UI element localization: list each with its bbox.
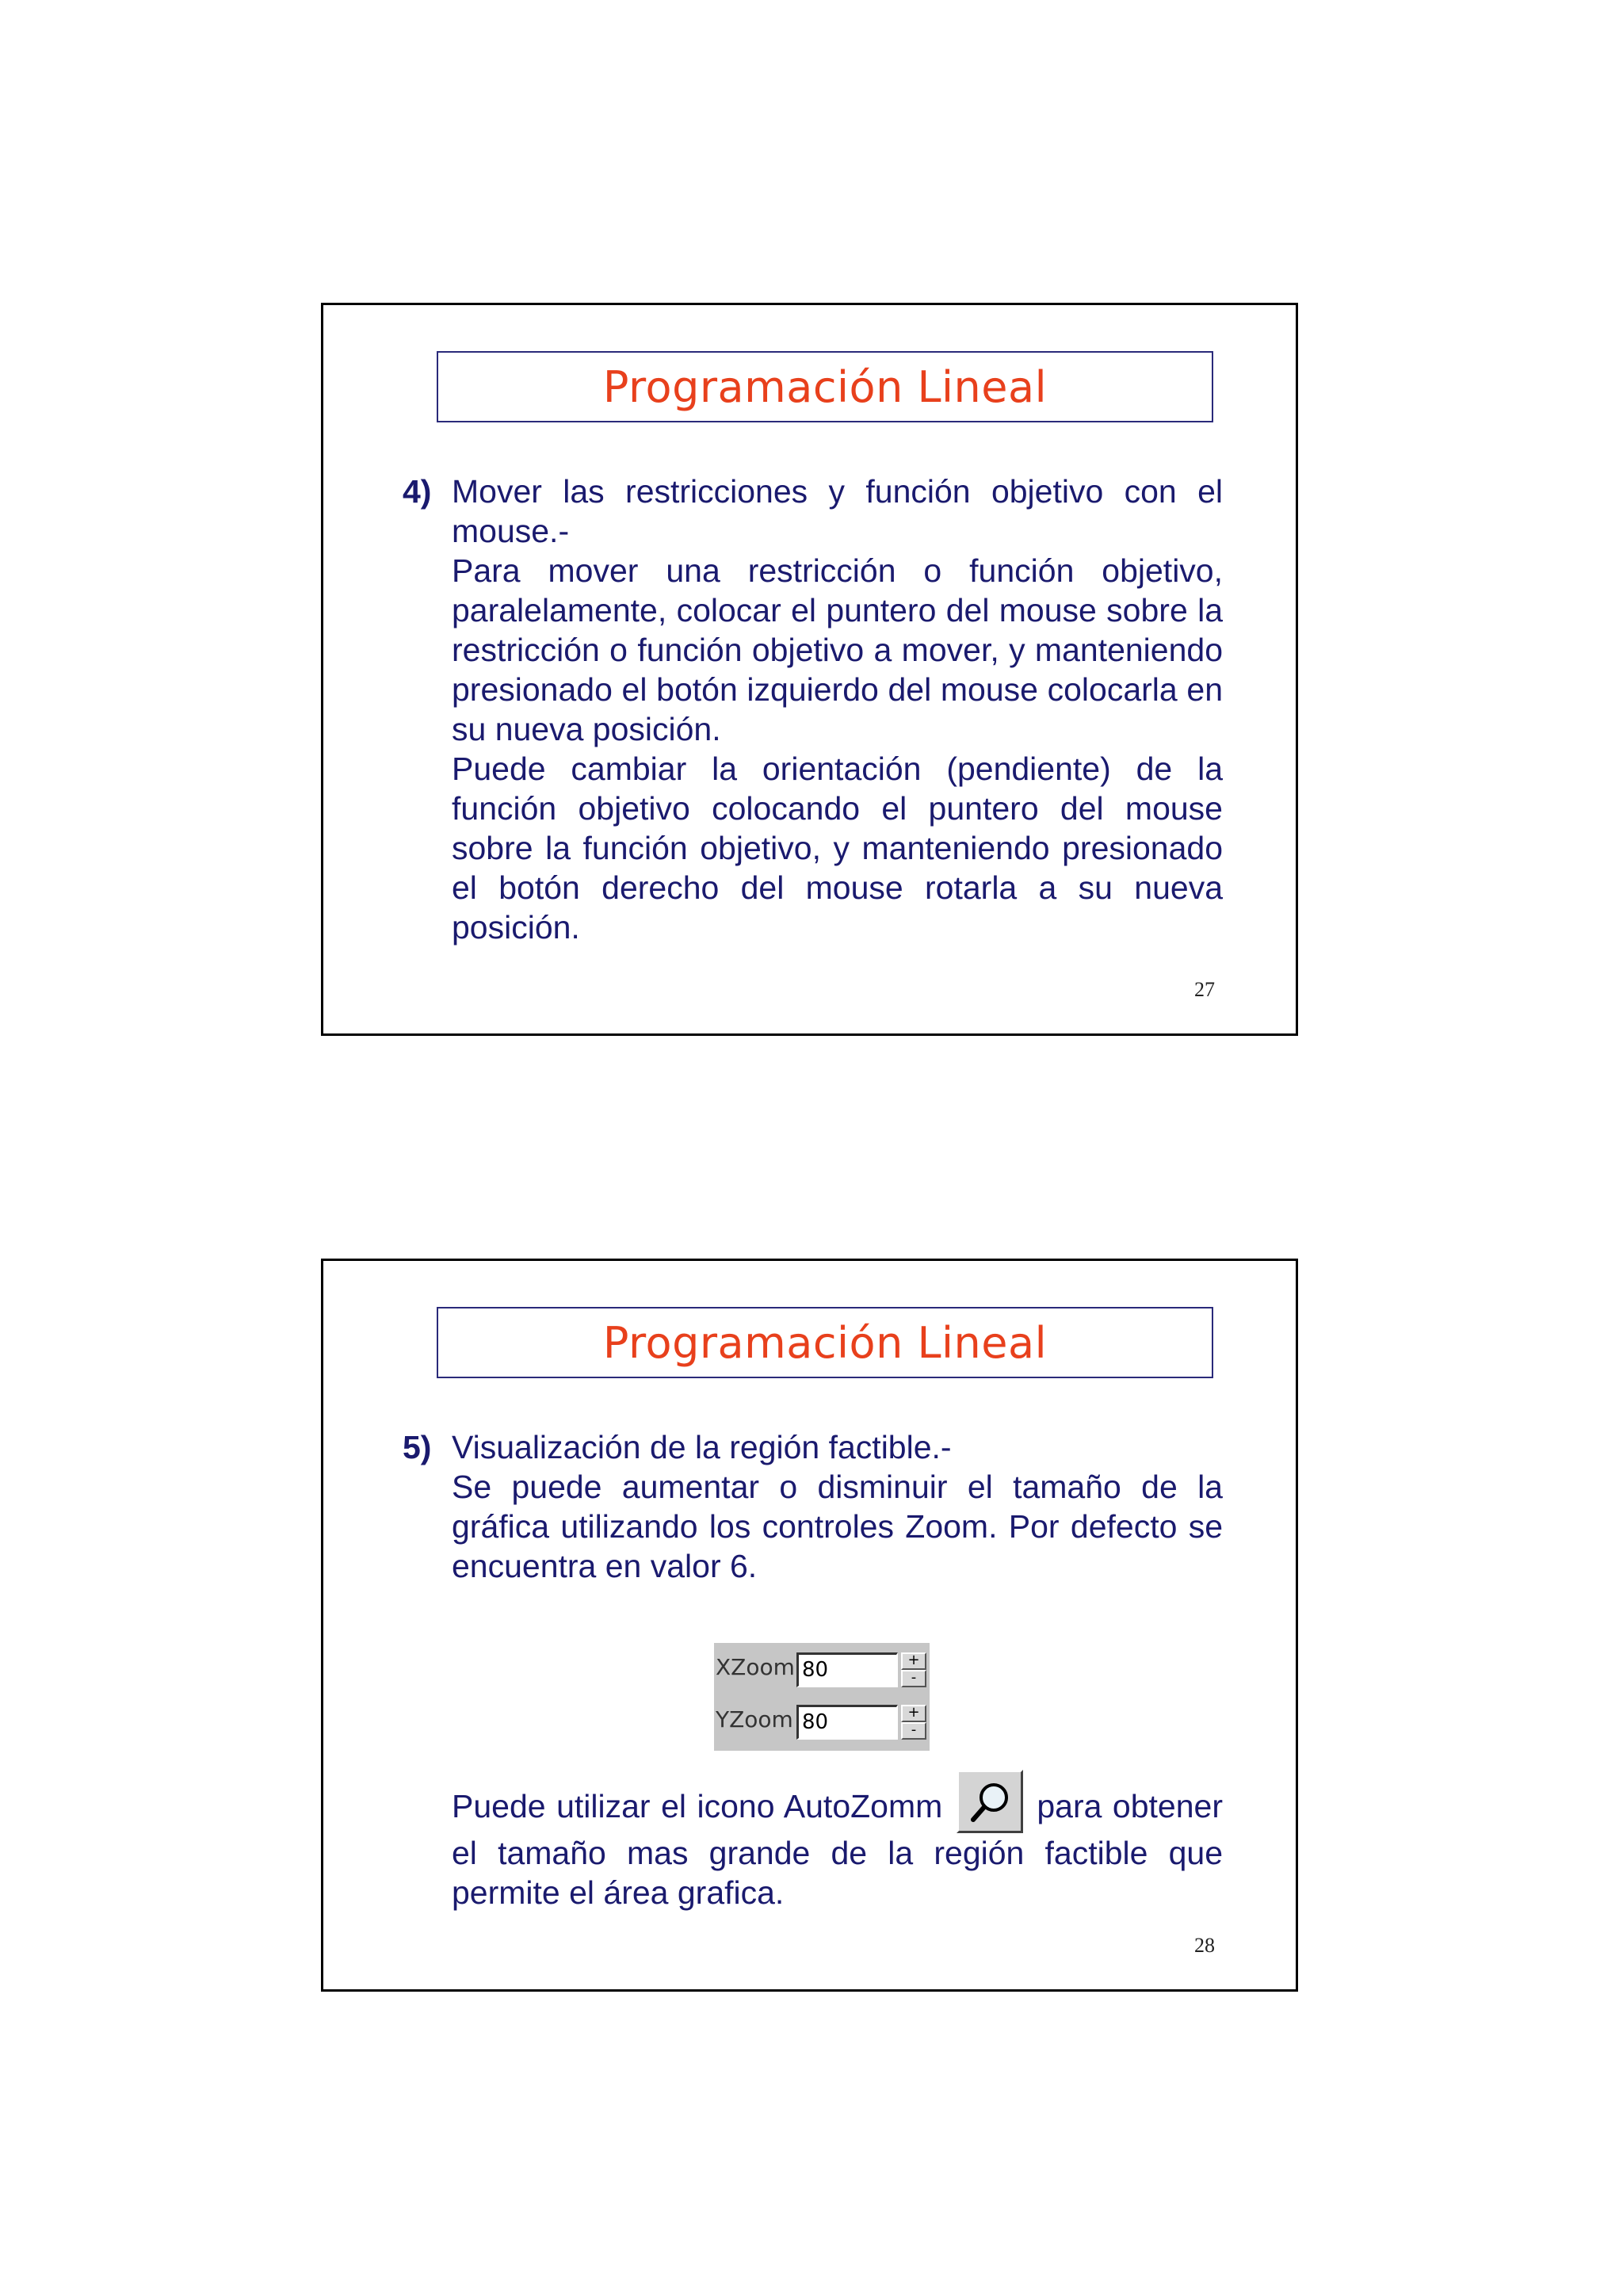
- x-zoom-increase-button[interactable]: +: [901, 1652, 926, 1670]
- item-paragraph: Puede cambiar la orientación (pendiente) de la función objetivo colocando el puntero del mouse sobre la función objetivo, y manteniendo presionado el botón derecho del mouse rotarla a su nueva posición.: [452, 751, 1223, 946]
- x-zoom-row: [714, 1649, 930, 1690]
- x-zoom-label: XZoom: [716, 1654, 795, 1680]
- page-number: 27: [1194, 978, 1215, 1001]
- item-heading: Visualización de la región factible.-: [452, 1429, 952, 1465]
- magnifier-icon: [968, 1780, 1013, 1824]
- autozoom-text-after: para obtener el tamaño mas grande de la región factible que permite el área grafica.: [452, 1787, 1223, 1911]
- slide-title-box: [437, 351, 1213, 422]
- y-zoom-input[interactable]: 80: [796, 1705, 898, 1740]
- item-body: [452, 472, 1223, 947]
- autozoom-text-before: Puede utilizar el icono AutoZomm: [452, 1787, 943, 1824]
- y-zoom-spinner: [901, 1705, 926, 1741]
- item-number: 5): [403, 1429, 432, 1465]
- slide-title: Programación Lineal: [602, 1317, 1048, 1368]
- x-zoom-input[interactable]: 80: [796, 1652, 898, 1687]
- item-heading: Mover las restricciones y función objetivo con el mouse.-: [452, 473, 1223, 549]
- item-body: [452, 1427, 1223, 1586]
- y-zoom-increase-button[interactable]: +: [901, 1705, 926, 1722]
- y-zoom-label: YZoom: [716, 1706, 793, 1733]
- list-item: [403, 472, 1223, 947]
- slide-27: [321, 303, 1298, 1036]
- x-zoom-spinner: [901, 1652, 926, 1689]
- y-zoom-decrease-button[interactable]: -: [901, 1722, 926, 1740]
- item-number: 4): [403, 473, 432, 510]
- slide-title: Programación Lineal: [602, 361, 1048, 412]
- autozoom-paragraph: [452, 1784, 1223, 1912]
- list-item: [403, 1427, 1223, 1586]
- page-number: 28: [1194, 1934, 1215, 1957]
- item-paragraph: Para mover una restricción o función objetivo, paralelamente, colocar el puntero del mouse sobre la restricción o función objetivo a mover, y manteniendo presionado el botón izquierdo del mouse colocarla en su nueva posición.: [452, 552, 1223, 747]
- zoom-controls-panel: [714, 1643, 930, 1751]
- slide-28: [321, 1259, 1298, 1992]
- autozoom-button[interactable]: [957, 1770, 1023, 1833]
- slide-title-box: [437, 1307, 1213, 1378]
- y-zoom-row: [714, 1702, 930, 1743]
- x-zoom-decrease-button[interactable]: -: [901, 1670, 926, 1687]
- item-paragraph: Se puede aumentar o disminuir el tamaño de la gráfica utilizando los controles Zoom. Por defecto se encuentra en valor 6.: [452, 1469, 1223, 1584]
